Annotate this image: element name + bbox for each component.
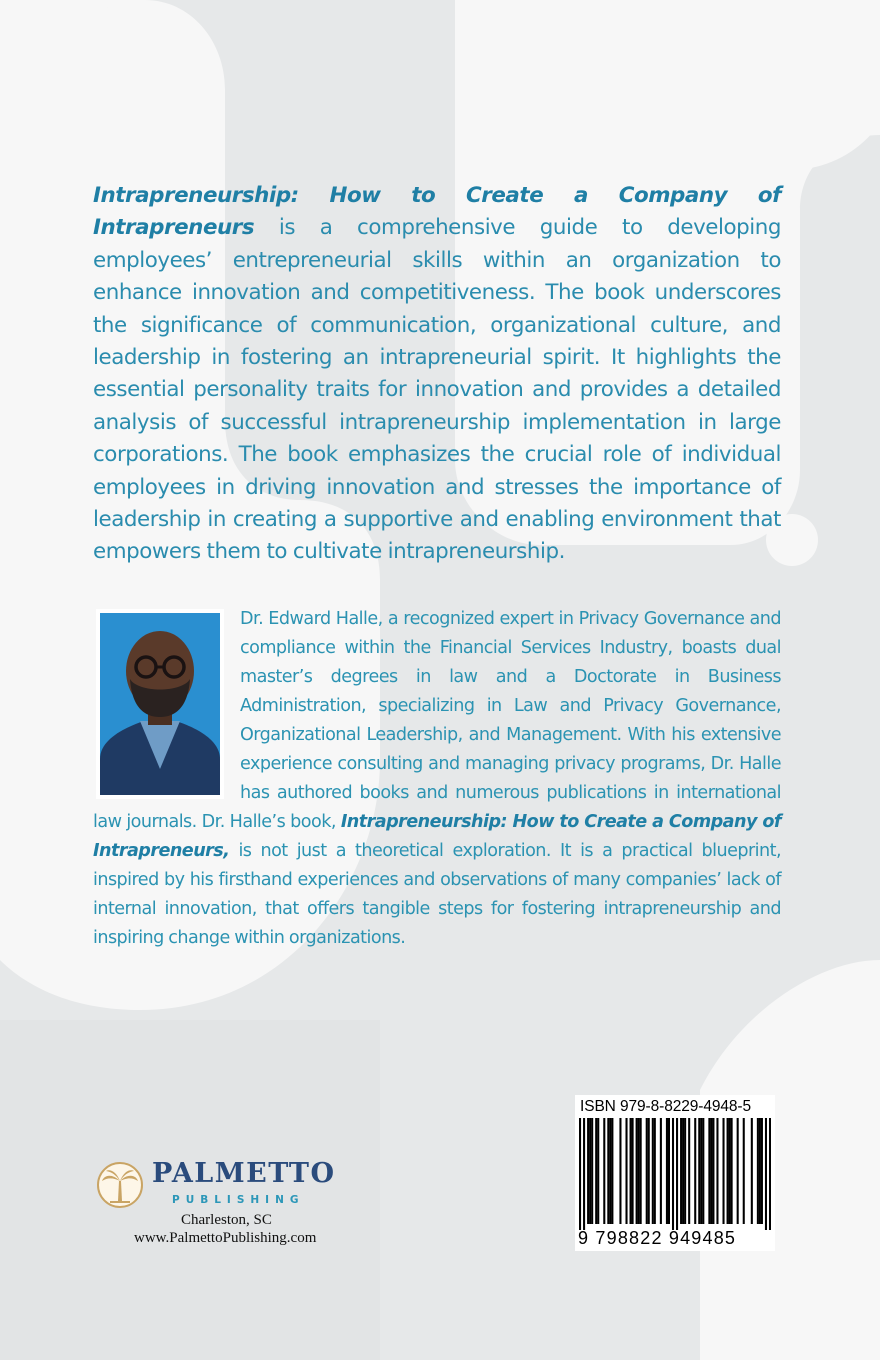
- author-bio: [93, 605, 781, 953]
- barcode-bar: [722, 1118, 724, 1224]
- barcode-bar: [759, 1118, 761, 1224]
- barcode-bar: [646, 1118, 648, 1224]
- publisher-block: [96, 1158, 376, 1253]
- barcode-bar: [688, 1118, 690, 1224]
- barcode-bar: [636, 1118, 638, 1224]
- barcode-bar: [625, 1118, 627, 1224]
- barcode-bar: [648, 1118, 650, 1224]
- blurb-book-title: Intrapreneurship: How to Create a Company of Intrapreneurs: [93, 183, 781, 241]
- author-bio-book-title: Intrapreneurship: How to Create a Company of Intrapreneurs,: [93, 812, 781, 861]
- barcode-bar: [672, 1118, 674, 1230]
- barcode-bar: [676, 1118, 678, 1230]
- barcode-bars: [579, 1118, 771, 1230]
- barcode-bar: [708, 1118, 710, 1224]
- barcode-bar: [638, 1118, 640, 1224]
- barcode-bar: [694, 1118, 696, 1224]
- isbn-barcode-block: [575, 1095, 775, 1251]
- barcode-bar: [589, 1118, 591, 1224]
- barcode-bar: [700, 1118, 702, 1224]
- barcode-bar: [619, 1118, 621, 1224]
- publisher-subtitle: PUBLISHING: [172, 1194, 305, 1206]
- publisher-name: PALMETTO: [152, 1158, 336, 1189]
- barcode-bar: [660, 1118, 662, 1224]
- barcode-bar: [597, 1118, 599, 1224]
- barcode-bar: [765, 1118, 767, 1230]
- barcode-bar: [716, 1118, 718, 1224]
- barcode-bar: [632, 1118, 634, 1224]
- barcode-bar: [702, 1118, 704, 1224]
- barcode-bar: [583, 1118, 585, 1230]
- barcode-bar: [729, 1118, 731, 1224]
- barcode-bar: [682, 1118, 684, 1224]
- barcode-bar: [743, 1118, 745, 1224]
- barcode-bar: [652, 1118, 654, 1224]
- barcode-bar: [727, 1118, 729, 1224]
- barcode-bar: [630, 1118, 632, 1224]
- barcode-bar: [640, 1118, 642, 1224]
- barcode-bar: [737, 1118, 739, 1224]
- barcode-bar: [731, 1118, 733, 1224]
- barcode-bar: [666, 1118, 668, 1224]
- isbn-label: ISBN 979-8-8229-4948-5: [580, 1098, 751, 1115]
- barcode-bar: [712, 1118, 714, 1224]
- barcode-bar: [609, 1118, 611, 1224]
- isbn-digits: 9 798822 949485: [578, 1228, 737, 1248]
- barcode-bar: [668, 1118, 670, 1224]
- barcode-bar: [698, 1118, 700, 1224]
- book-blurb: [93, 180, 781, 569]
- barcode-bar: [757, 1118, 759, 1224]
- author-bio-intro: Dr. Edward Halle, a recognized expert in Privacy Governance and compliance within the Financial Services Industry, boasts dual master’s degrees in law and a Doctorate in Business Administration, specializing in Law and Privacy Governance, Organizational Leadership, and Management. With his extensive experience consulting and managing privacy programs, Dr. Halle has authored books and numerous publications in international law journals. Dr. Halle’s book,: [93, 609, 781, 832]
- barcode-bar: [591, 1118, 593, 1224]
- barcode-bar: [587, 1118, 589, 1224]
- author-bio-rest: is not just a theoretical exploration. It is a practical blueprint, inspired by his firsthand experiences and observations of many companies’ lack of internal innovation, that offers tangible steps for fostering intrapreneurship and inspiring change within organizations.: [93, 841, 781, 948]
- barcode-bar: [710, 1118, 712, 1224]
- blurb-body: is a comprehensive guide to developing employees’ entrepreneurial skills within an organization to enhance innovation and competitiveness. The book underscores the significance of communication, organizational culture, and leadership in fostering an intrapreneurial spirit. It highlights the essential personality traits for innovation and provides a detailed analysis of successful intrapreneurship implementation in large corporations. The book emphasizes the crucial role of individual employees in driving innovation and stresses the importance of leadership in creating a supportive and enabling environment that empowers them to cultivate intrapreneurship.: [93, 215, 781, 565]
- publisher-city: Charleston, SC: [181, 1212, 272, 1228]
- publisher-url: www.PalmettoPublishing.com: [134, 1230, 317, 1246]
- palm-tree-icon: [96, 1161, 144, 1209]
- barcode-bar: [761, 1118, 763, 1224]
- barcode-bar: [654, 1118, 656, 1224]
- barcode-bar: [684, 1118, 686, 1224]
- barcode-bar: [595, 1118, 597, 1224]
- barcode-bar: [769, 1118, 771, 1230]
- barcode-bar: [680, 1118, 682, 1224]
- barcode-bar: [579, 1118, 581, 1230]
- barcode-bar: [611, 1118, 613, 1224]
- barcode-bar: [607, 1118, 609, 1224]
- barcode-bar: [751, 1118, 753, 1224]
- barcode-bar: [603, 1118, 605, 1224]
